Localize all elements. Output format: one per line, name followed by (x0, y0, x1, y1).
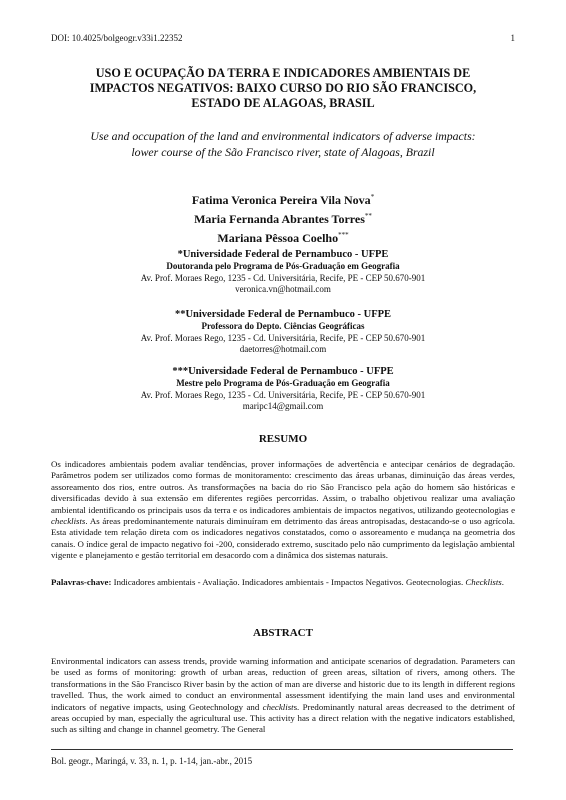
doi-text: DOI: 10.4025/bolgeogr.v33i1.22352 (51, 33, 183, 43)
affiliation-university: ***Universidade Federal de Pernambuco - UFPE (172, 366, 394, 377)
affiliation-3 (51, 365, 515, 413)
title-en-line: Use and occupation of the land and environmental indicators of adverse impacts: (90, 129, 476, 143)
author-mark: *** (338, 231, 349, 239)
footer-citation: Bol. geogr., Maringá, v. 33, n. 1, p. 1-14, jan.-abr., 2015 (51, 756, 253, 766)
title-portuguese (51, 66, 515, 111)
author-list (51, 189, 515, 246)
running-header (51, 33, 515, 43)
title-english (51, 128, 515, 160)
affiliation-email: daetorres@hotmail.com (239, 344, 327, 354)
keywords-label: Palavras-chave: (51, 577, 112, 587)
affiliation-university: *Universidade Federal de Pernambuco - UFPE (177, 249, 389, 260)
affiliation-role: Doutoranda pelo Programa de Pós-Graduação em Geografia (166, 261, 400, 271)
resumo-heading: RESUMO (258, 433, 308, 445)
affiliation-university: **Universidade Federal de Pernambuco - UFPE (174, 309, 392, 320)
author: Maria Fernanda Abrantes Torres** (194, 212, 372, 226)
affiliation-address: Av. Prof. Moraes Rego, 1235 - Cd. Universitária, Recife, PE - CEP 50.670-901 (140, 332, 426, 343)
footer-rule (51, 749, 513, 750)
affiliation-2 (51, 308, 515, 356)
author-mark: * (370, 193, 375, 201)
abstract-heading: ABSTRACT (253, 627, 313, 639)
author: Mariana Pêssoa Coelho*** (217, 231, 349, 245)
affiliation-1 (51, 248, 515, 296)
affiliation-email: veronica.vn@hotmail.com (235, 284, 331, 294)
resumo-paragraph: Os indicadores ambientais podem avaliar tendências, prover informações de advertência e antecipar cenários de degradação. Parâmetros podem ser utilizados como formas de monitoramento: crescimento das áreas urbanas, diminuição das áreas verdes, assoreamento dos rios, entre outros. As transformações na bacia do rio São Francisco pela ação do homem são históricas e diversificadas devido à sua extensão em diferentes regiões percorridas. Assim, o trabalho objetivou realizar uma avaliação ambiental identificando os principais usos da terra e os indicadores ambientais de impactos negativos, utilizando geotecnologias e checklists. As áreas predominantemente naturais diminuíram em detrimento das áreas antropisadas, destacando-se o uso agrícola. Esta atividade tem relação direta com os indicadores negativos constatados, como o assoreamento e mudança na geometria dos canais. O índice geral de impacto negativo foi -200, considerado extremo, suscitado pelo não cumprimento da legislação ambiental vigente e planejamento e gestão territorial em desacordo com a dinâmica dos sistemas naturais. (51, 459, 515, 561)
affiliation-email: maripc14@gmail.com (242, 401, 324, 411)
keywords: Palavras-chave: Indicadores ambientais - Avaliação. Indicadores ambientais - Impactos Negativos. Geotecnologias. Checklists. (51, 577, 504, 587)
affiliation-address: Av. Prof. Moraes Rego, 1235 - Cd. Universitária, Recife, PE - CEP 50.670-901 (140, 272, 426, 283)
title-line: IMPACTOS NEGATIVOS: BAIXO CURSO DO RIO SÃO FRANCISCO, (89, 81, 477, 95)
affiliation-role: Professora do Depto. Ciências Geográficas (201, 321, 365, 331)
author-mark: ** (364, 212, 372, 220)
page-number: 1 (510, 33, 515, 43)
affiliation-address: Av. Prof. Moraes Rego, 1235 - Cd. Universitária, Recife, PE - CEP 50.670-901 (140, 389, 426, 400)
author: Fatima Veronica Pereira Vila Nova* (191, 193, 375, 207)
affiliation-role: Mestre pelo Programa de Pós-Graduação em Geografia (176, 378, 390, 388)
abstract-paragraph: Environmental indicators can assess trends, provide warning information and anticipate scenarios of degradation. Parameters can be used as forms of monitoring: growth of urban areas, reduction of green areas, siltation of rivers, among others. The transformations in the São Francisco River basin by the action of man are diverse and historic due to its length in different regions travelled. Thus, the work aimed to conduct an environmental assessment identifying the main land uses and environmental indicators of negative impacts, using Geotechnology and checklists. Predominantly natural areas decreased to the detriment of areas occupied by man, especially the agricultural use. This activity has a direct relation with the negative indicators established, such as silting and change in channel geometry. The General (51, 656, 515, 735)
title-en-line: lower course of the São Francisco river, state of Alagoas, Brazil (131, 145, 435, 159)
title-line: USO E OCUPAÇÃO DA TERRA E INDICADORES AMBIENTAIS DE (95, 66, 471, 80)
title-line: ESTADO DE ALAGOAS, BRASIL (191, 96, 375, 110)
